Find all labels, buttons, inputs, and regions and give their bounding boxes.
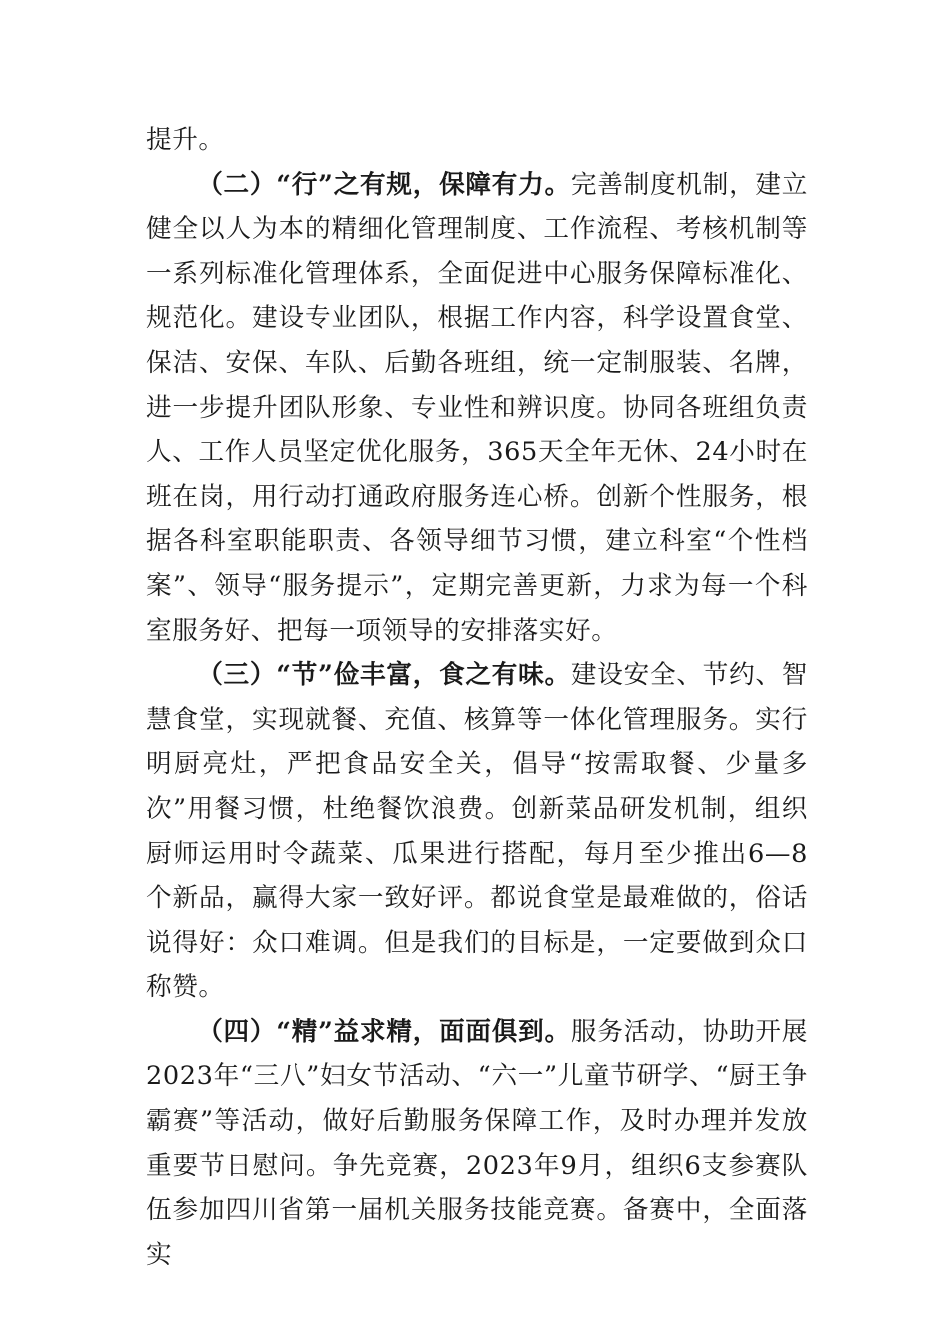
paragraph-text: 提升。 bbox=[146, 125, 225, 155]
paragraph-text: 建设安全、节约、智慧食堂，实现就餐、充值、核算等一体化管理服务。实行明厨亮灶，严把食品安全关，倡导“按需取餐、少量多次”用餐习惯，杜绝餐饮浪费。创新菜品研发机制，组织厨师运用时令蔬菜、瓜果进行搭配，每月至少推出6—8个新品，赢得大家一致好评。都说食堂是最难做的，俗话说得好：众口难调。但是我们的目标是，一定要做到众口称赞。 bbox=[146, 660, 808, 1003]
paragraph-text: 服务活动，协助开展2023年“三八”妇女节活动、“六一”儿童节研学、“厨王争霸赛”等活动，做好后勤服务保障工作，及时办理并发放重要节日慰问。争先竞赛，2023年9月，组织6支参赛队伍参加四川省第一届机关服务技能竞赛。备赛中，全面落实 bbox=[146, 1016, 808, 1270]
paragraph-text: 完善制度机制，建立健全以人为本的精细化管理制度、工作流程、考核机制等一系列标准化管理体系，全面促进中心服务保障标准化、规范化。建设专业团队，根据工作内容，科学设置食堂、保洁、安保、车队、后勤各班组，统一定制服装、名牌，进一步提升团队形象、专业性和辨识度。协同各班组负责人、工作人员坚定优化服务，365天全年无休、24小时在班在岗，用行动打通政府服务连心桥。创新个性服务，根据各科室职能职责、各领导细节习惯，建立科室“个性档案”、领导“服务提示”，定期完善更新，力求为每一个科室服务好、把每一项领导的安排落实好。 bbox=[146, 169, 808, 646]
paragraph-continuation bbox=[146, 118, 808, 163]
paragraph-lead: （三）“节”俭丰富，食之有味。 bbox=[197, 660, 571, 691]
paragraph-lead: （四）“精”益求精，面面俱到。 bbox=[197, 1016, 571, 1047]
document-body bbox=[146, 118, 808, 1277]
paragraph-section-3 bbox=[146, 653, 808, 1010]
paragraph-section-4 bbox=[146, 1010, 808, 1278]
paragraph-lead: （二）“行”之有规，保障有力。 bbox=[197, 169, 571, 200]
paragraph-section-2 bbox=[146, 163, 808, 654]
